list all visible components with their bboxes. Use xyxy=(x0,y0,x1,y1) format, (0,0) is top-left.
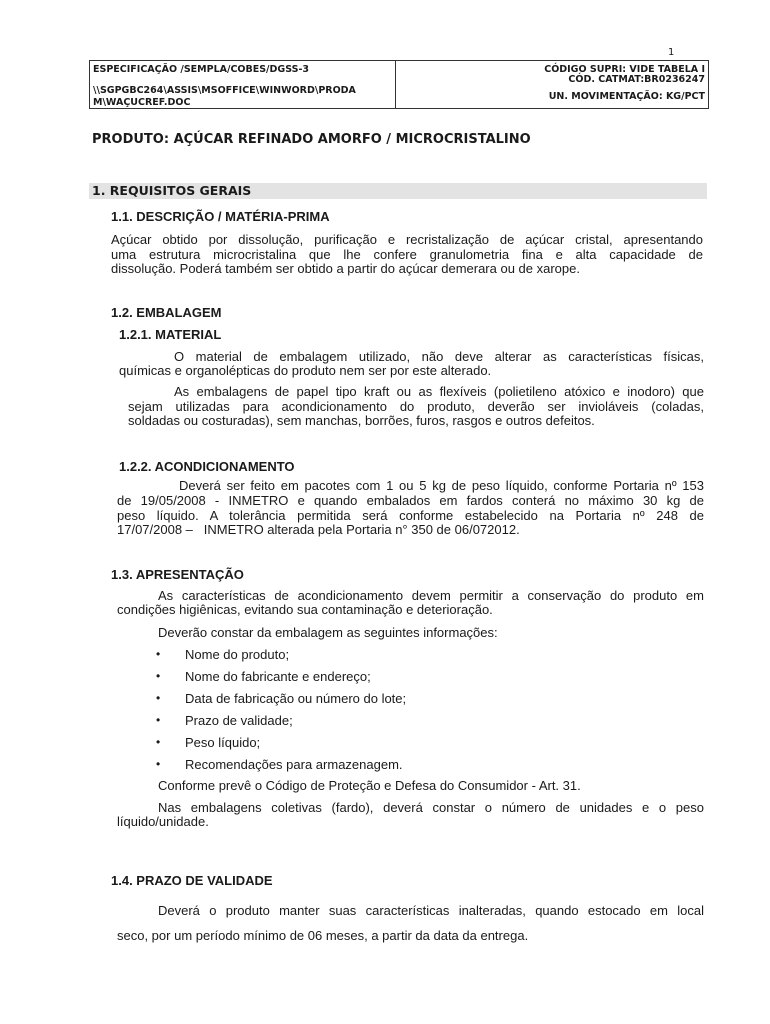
conditioning-line-2: de 19/05/2008 - INMETRO e quando embalados em fardos conterá no máximo 30 kg de xyxy=(117,494,704,508)
file-path-line-2: M\WAÇUCREF.DOC xyxy=(93,97,191,108)
heading-presentation: 1.3. APRESENTAÇÃO xyxy=(111,567,244,582)
heading-packaging: 1.2. EMBALAGEM xyxy=(111,305,222,320)
shelf-life-line-1: Deverá o produto manter suas características inalteradas, quando estocado em local xyxy=(158,904,704,918)
description-line-1: Açúcar obtido por dissolução, purificação e recristalização de açúcar cristal, apresentando xyxy=(111,233,703,247)
material-p2-line-2: sejam utilizadas para acondicionamento do produto, deverão ser invioláveis (coladas, xyxy=(128,400,704,414)
presentation-p1-line-2: condições higiênicas, evitando sua contaminação e deterioração. xyxy=(117,602,493,617)
description-line-3: dissolução. Poderá também ser obtido a partir do açúcar demerara ou de xarope. xyxy=(111,261,580,276)
presentation-p4-line-2: líquido/unidade. xyxy=(117,814,209,829)
heading-conditioning: 1.2.2. ACONDICIONAMENTO xyxy=(119,459,295,474)
product-title: PRODUTO: AÇÚCAR REFINADO AMORFO / MICROCRISTALINO xyxy=(92,132,531,147)
heading-shelf-life: 1.4. PRAZO DE VALIDADE xyxy=(111,873,273,888)
file-path-line-1: \\SGPGBC264\ASSIS\MSOFFICE\WINWORD\PRODA xyxy=(93,85,356,96)
shelf-life-line-2: seco, por um período mínimo de 06 meses, a partir da data da entrega. xyxy=(117,928,529,943)
material-p2-line-3: soldadas ou costuradas), sem manchas, borrões, furos, rasgos e outros defeitos. xyxy=(128,413,595,428)
catmat-code: CÓD. CATMAT:BR0236247 xyxy=(568,74,705,85)
document-header-table xyxy=(89,60,709,109)
material-p1-line-2: químicas e organolépticas do produto nem ser por este alterado. xyxy=(119,363,492,378)
unit-of-movement: UN. MOVIMENTAÇÃO: KG/PCT xyxy=(548,91,705,102)
section-heading-general-requirements: 1. REQUISITOS GERAIS xyxy=(89,183,707,199)
spec-code: ESPECIFICAÇÃO /SEMPLA/COBES/DGSS-3 xyxy=(93,64,310,75)
header-right-cell xyxy=(395,61,708,108)
material-p2-line-1: As embalagens de papel tipo kraft ou as flexíveis (polietileno atóxico e inodoro) que xyxy=(174,385,704,399)
header-left-cell xyxy=(90,61,396,108)
heading-description: 1.1. DESCRIÇÃO / MATÉRIA-PRIMA xyxy=(111,209,330,224)
page-number: 1 xyxy=(668,47,675,58)
presentation-p4-line-1: Nas embalagens coletivas (fardo), deverá constar o número de unidades e o peso xyxy=(158,801,704,815)
conditioning-line-3: peso líquido. A tolerância permitida será conforme estabelecido na Portaria nº 248 de xyxy=(117,509,704,523)
presentation-p2: Deverão constar da embalagem as seguintes informações: xyxy=(158,625,498,640)
supri-code: CÓDIGO SUPRI: VIDE TABELA I xyxy=(544,64,705,75)
conditioning-line-1: Deverá ser feito em pacotes com 1 ou 5 kg de peso líquido, conforme Portaria nº 153 xyxy=(179,479,704,493)
presentation-p3: Conforme prevê o Código de Proteção e Defesa do Consumidor - Art. 31. xyxy=(158,778,581,793)
material-p1-line-1: O material de embalagem utilizado, não deve alterar as características físicas, xyxy=(174,350,704,364)
file-path xyxy=(93,85,393,109)
conditioning-line-4: 17/07/2008 – INMETRO alterada pela Portaria n° 350 de 06/072012. xyxy=(117,522,520,537)
presentation-p1-line-1: As características de acondicionamento devem permitir a conservação do produto em xyxy=(158,589,704,603)
description-line-2: uma estrutura microcristalina que lhe confere granulometria fina e alta capacidade de xyxy=(111,248,703,262)
heading-material: 1.2.1. MATERIAL xyxy=(119,327,222,342)
